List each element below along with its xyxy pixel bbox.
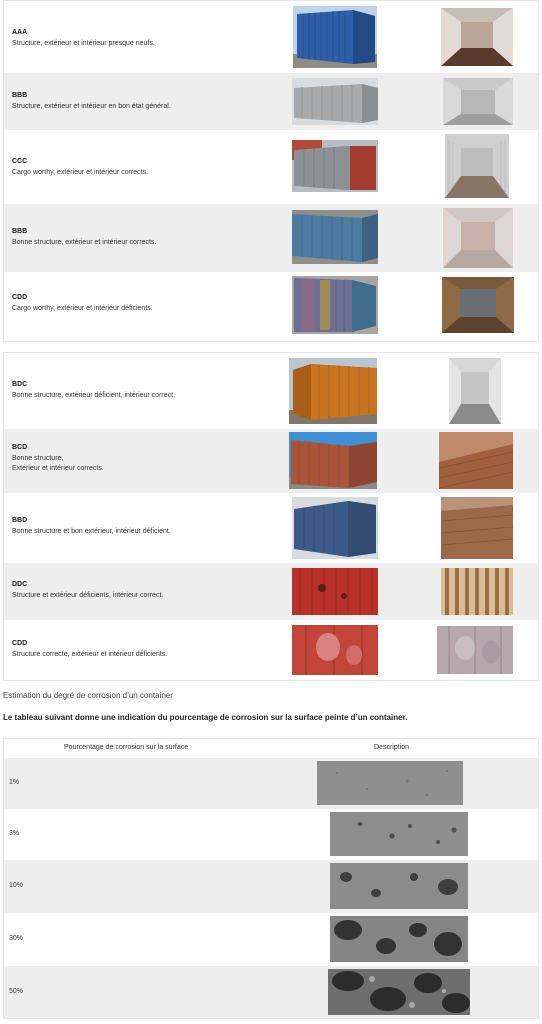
table-row (4, 563, 538, 620)
grade-code: BBD (12, 517, 28, 524)
grade-description: Bonne structure, (12, 454, 64, 462)
table-row (4, 73, 538, 130)
table-row (4, 1, 538, 73)
grade-code: BBB (12, 92, 28, 99)
container-exterior-photo (292, 210, 378, 264)
table-row (4, 272, 538, 341)
corrosion-percent: 10% (9, 882, 24, 889)
grade-description: Structure, extérieur et intérieur en bon état général. (12, 102, 171, 110)
corrosion-sample-image (330, 916, 468, 962)
grade-description: Bonne structure et bon extérieur, intérieur déficient. (12, 527, 171, 535)
table-row (4, 130, 538, 204)
table-row (4, 809, 538, 860)
grade-description: Structure et extérieur déficients, intérieur correct. (12, 591, 164, 599)
grade-code: CDD (12, 640, 28, 647)
container-interior-photo (441, 568, 513, 615)
table-row (4, 429, 538, 493)
container-interior-photo (442, 277, 514, 333)
grade-description: Bonne structure, extérieur et intérieur corrects. (12, 238, 157, 246)
container-interior-photo (443, 208, 513, 268)
row-text (12, 28, 282, 49)
table-row (4, 620, 538, 680)
row-text (12, 580, 282, 601)
container-exterior-photo (292, 78, 378, 125)
row-text (12, 91, 282, 112)
grade-code: DDC (12, 581, 28, 588)
row-text (12, 380, 282, 401)
grade-code: CCC (12, 158, 28, 165)
corrosion-sample-image (330, 863, 468, 909)
section-title: Estimation du degré de corrosion d’un container (3, 691, 173, 700)
row-text (12, 157, 282, 178)
grade-code: BBB (12, 228, 28, 235)
row-text (12, 516, 282, 537)
row-text (12, 443, 282, 475)
container-exterior-photo (293, 6, 377, 68)
grade-description: Structure correcte, extérieur et intérieur déficients. (12, 650, 168, 658)
container-interior-photo (441, 8, 513, 66)
grade-code: CDD (12, 294, 28, 301)
grade-code: BCD (12, 444, 28, 451)
row-text (12, 227, 282, 248)
grade-description: Structure, extérieur et intérieur presque neufs. (12, 39, 155, 47)
grade-description-line-2: Extérieur et intérieur corrects. (12, 465, 104, 472)
grade-description: Cargo worthy, extérieur et intérieur déficients. (12, 304, 153, 312)
grade-description: Cargo worthy, extérieur et intérieur corrects. (12, 168, 149, 176)
corrosion-sample-image (328, 969, 470, 1015)
container-exterior-photo (292, 140, 378, 192)
corrosion-percent: 50% (9, 988, 24, 995)
corrosion-percent: 30% (9, 935, 24, 942)
container-exterior-photo (292, 276, 378, 334)
row-text (12, 639, 282, 660)
column-header-description: Description (374, 744, 410, 751)
container-interior-photo (441, 497, 513, 559)
grade-description: Bonne structure, extérieur déficient, intérieur correct. (12, 391, 176, 399)
column-header-percentage: Pourcentage de corrosion sur la surface (64, 744, 189, 751)
grade-code: BDC (12, 381, 28, 388)
grades-table-1 (3, 0, 539, 342)
grade-code: AAA (12, 29, 28, 36)
table-row (4, 758, 538, 809)
container-interior-photo (439, 432, 513, 489)
corrosion-sample-image (317, 761, 463, 805)
container-exterior-photo (292, 625, 378, 675)
table-row (4, 966, 538, 1018)
container-interior-photo (445, 134, 509, 198)
grades-table-2 (3, 352, 539, 681)
container-interior-photo (449, 358, 501, 424)
table-row (4, 860, 538, 913)
corrosion-percent: 1% (9, 779, 20, 786)
container-exterior-photo (292, 497, 378, 559)
table-row (4, 353, 538, 429)
corrosion-sample-image (330, 812, 468, 856)
corrosion-table (3, 738, 539, 1019)
row-text (12, 293, 282, 314)
corrosion-percent: 3% (9, 830, 20, 837)
container-exterior-photo (289, 358, 377, 424)
table-row (4, 493, 538, 563)
table-header (4, 739, 538, 758)
table-row (4, 913, 538, 966)
container-interior-photo (437, 626, 513, 674)
container-exterior-photo (292, 568, 378, 615)
container-interior-photo (443, 78, 513, 125)
table-row (4, 204, 538, 272)
section-intro: Le tableau suivant donne une indication du pourcentage de corrosion sur la surface peinte d’un container. (3, 713, 408, 722)
container-exterior-photo (289, 432, 377, 489)
